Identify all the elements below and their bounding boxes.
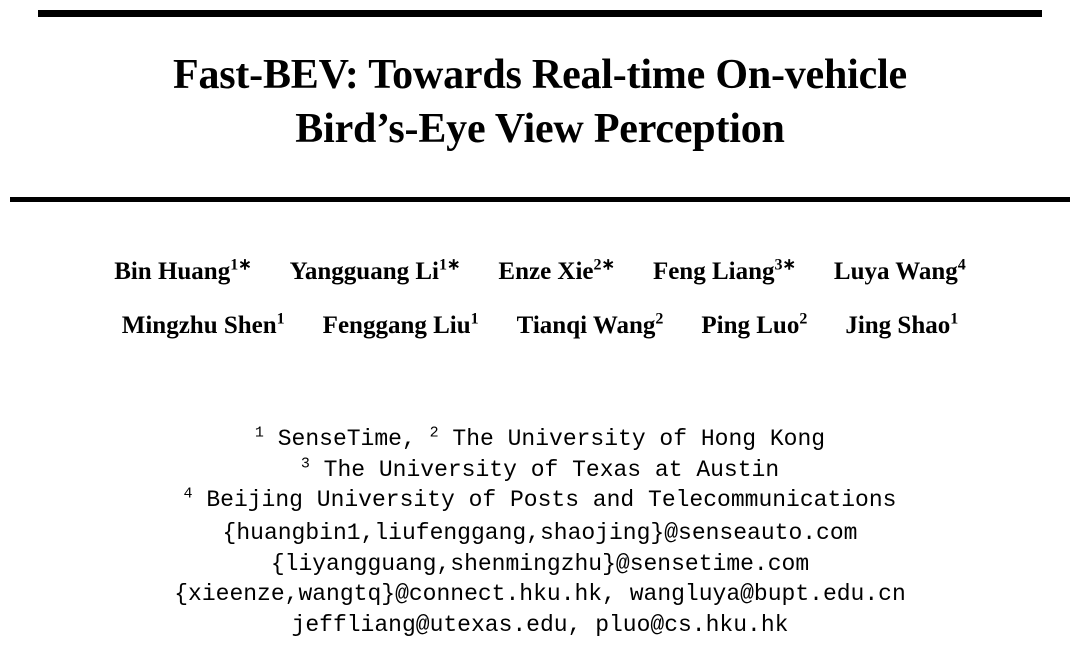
title-separator-rule	[10, 197, 1070, 202]
author-name: Tianqi Wang	[516, 312, 656, 339]
email-list	[0, 518, 1080, 640]
affiliation-text: Beijing University of Posts and Telecommunications	[192, 487, 897, 513]
author-affiliation-marks: 4	[957, 256, 966, 274]
affiliation-list	[0, 424, 1080, 516]
author	[323, 312, 479, 340]
author-affiliation-marks: 1	[950, 310, 959, 328]
author	[122, 312, 285, 340]
affiliation-text: The University of Texas at Austin	[309, 456, 780, 483]
author-name: Mingzhu Shen	[121, 312, 277, 339]
author-affiliation-marks: 1	[470, 310, 479, 328]
author-name: Ping Luo	[701, 312, 800, 339]
affiliation-line	[0, 424, 1080, 455]
author	[845, 312, 958, 340]
author-name: Fenggang Liu	[322, 312, 471, 339]
affiliation-mark: 1	[254, 424, 264, 442]
author	[834, 258, 966, 286]
author	[290, 258, 461, 286]
author-name: Yangguang Li	[289, 258, 439, 285]
author	[701, 312, 807, 340]
email-line: {xieenze,wangtq}@connect.hku.hk, wangluya@bupt.edu.cn	[174, 581, 906, 607]
author-affiliation-marks: 1	[276, 310, 285, 328]
author-row	[0, 312, 1080, 340]
email-line: {liyangguang,shenmingzhu}@sensetime.com	[270, 550, 810, 577]
affiliation-line	[0, 455, 1080, 486]
author	[114, 258, 251, 286]
affiliation-text: SenseTime,	[263, 426, 430, 452]
author	[653, 258, 796, 286]
page-title	[0, 48, 1080, 156]
email-line: jeffliang@utexas.edu, pluo@cs.hku.hk	[291, 611, 789, 638]
affiliation-mark: 3	[300, 454, 310, 472]
author	[517, 312, 664, 340]
author-row	[0, 258, 1080, 286]
author-name: Bin Huang	[114, 258, 231, 285]
title-line-2: Bird’s-Eye View Perception	[295, 106, 785, 152]
author-affiliation-marks: 1∗	[230, 256, 252, 274]
title-line-1: Fast-BEV: Towards Real-time On-vehicle	[173, 52, 907, 98]
affiliation-line	[0, 485, 1080, 516]
email-line: {huangbin1,liufenggang,shaojing}@senseauto.com	[222, 520, 858, 546]
author	[498, 258, 615, 286]
affiliation-text: The University of Hong Kong	[438, 426, 826, 452]
author-name: Enze Xie	[498, 258, 594, 285]
affiliation-mark: 2	[429, 424, 439, 442]
author-name: Jing Shao	[845, 312, 951, 339]
author-name: Feng Liang	[652, 258, 775, 285]
author-name: Luya Wang	[833, 258, 958, 285]
author-affiliation-marks: 2∗	[593, 256, 615, 274]
affiliation-mark: 4	[183, 485, 193, 503]
author-affiliation-marks: 3∗	[774, 256, 796, 274]
author-affiliation-marks: 1∗	[439, 256, 461, 274]
top-rule	[38, 10, 1042, 17]
author-affiliation-marks: 2	[799, 310, 808, 328]
author-list	[0, 258, 1080, 366]
author-affiliation-marks: 2	[655, 310, 664, 328]
